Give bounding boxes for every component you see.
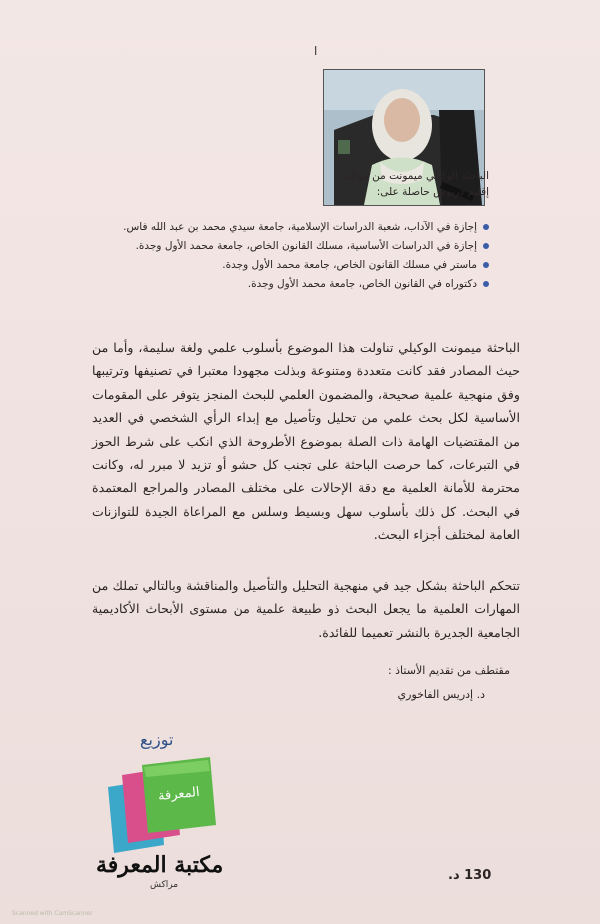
price: 130 د. — [448, 868, 492, 883]
bullet-icon — [483, 262, 489, 268]
degree-item: إجازة في الدراسات الأساسية، مسلك القانون الخاص، جامعة محمد الأول وجدة. — [109, 238, 489, 254]
bullet-icon — [483, 224, 489, 230]
review-paragraph-1: الباحثة ميمونت الوكيلي تناولت هذا الموضوع بأسلوب علمي ولغة سليمة، وأما من حيث المصادر فقد كانت متعددة ومتنوعة وبذلت مجهودا معتبرا في تصنيفها وترتيبها وفق منهجية علمية صحيحة، والمضمون العلمي للبحث المنجز يتوفر على المقومات الأساسية لكل بحث علمي من تحليل وتأصيل مع إبداء الرأي الشخصي في العديد من المقتضيات الهامة ذات الصلة بموضوع الأطروحة الذي انكب على شرط الحوز في التبرعات، كما حرصت الباحثة على تجنب كل حشو أو تزيد لا مبرر له، وكانت محترمة للأمانة العلمية مع دقة الإحالات على مختلف المصادر والمراجع المعتمدة في البحث. كل ذلك بأسلوب سهل وبسيط وسلس مع المراعاة الجيدة للتوازنات العامة لمختلف أجزاء البحث. — [92, 340, 520, 543]
degree-item: ماستر في مسلك القانون الخاص، جامعة محمد الأول وجدة. — [109, 257, 489, 273]
quote-label: مقتطف من تقديم الأستاذ : — [387, 664, 510, 677]
library-name: مكتبة المعرفة — [96, 852, 224, 878]
author-bio-intro — [269, 168, 489, 200]
bullet-icon — [483, 281, 489, 287]
scanner-watermark: Scanned with CamScanner — [12, 910, 93, 917]
book-cover-text: المعرفة — [157, 784, 201, 805]
bio-intro-line-2: إقليم دريوش حاصلة على: — [376, 186, 489, 198]
library-city: مراكش — [150, 880, 179, 890]
top-mark: ا — [314, 44, 318, 58]
bullet-icon — [483, 243, 489, 249]
review-paragraph-2: تتحكم الباحثة بشكل جيد في منهجية التحليل والتأصيل والمناقشة وبالتالي تملك من المهارات العلمية ما يجعل البحث ذو طبيعة علمية من مستوى الأبحاث الأكاديمية الجامعية الجديرة بالنشر تعميما للفائدة. — [92, 578, 520, 640]
library-logo-books-icon — [100, 757, 230, 857]
degree-item: دكتوراه في القانون الخاص، جامعة محمد الأول وجدة. — [109, 276, 489, 292]
bio-intro-line-1: الباحثة الوكيلي ميمونت من مواليد — [342, 170, 489, 182]
degree-item: إجازة في الآداب، شعبة الدراسات الإسلامية، جامعة سيدي محمد بن عبد الله فاس. — [109, 219, 489, 235]
quote-author: د. إدريس الفاخوري — [397, 688, 485, 701]
distribution-label: توزيع — [140, 730, 174, 749]
degrees-list — [109, 219, 489, 295]
